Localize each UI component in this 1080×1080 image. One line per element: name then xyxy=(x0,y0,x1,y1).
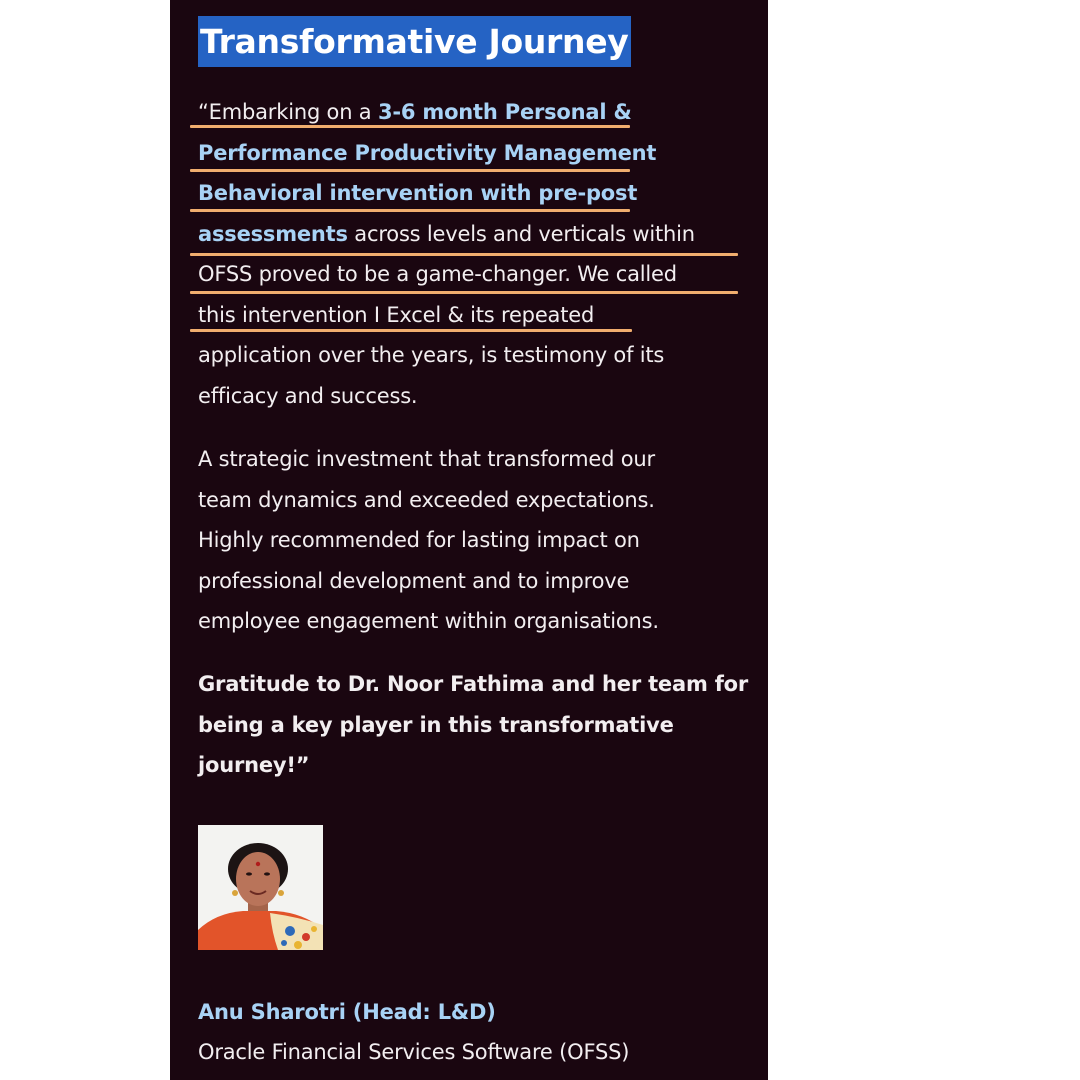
testimonial-paragraph-gratitude xyxy=(198,664,758,786)
author-organisation: Oracle Financial Services Software (OFSS) xyxy=(198,1040,630,1064)
text-line xyxy=(198,214,758,255)
highlighted-text: Behavioral intervention with pre-post xyxy=(198,181,638,205)
annotation-underline xyxy=(190,209,630,212)
annotation-underline xyxy=(190,169,630,172)
testimonial-paragraph-impact xyxy=(198,439,758,642)
annotation-underline xyxy=(190,329,632,332)
text-segment: across levels and verticals within xyxy=(347,221,695,246)
text-line: team dynamics and exceeded expectations. xyxy=(198,487,655,512)
text-line: Gratitude to Dr. Noor Fathima and her team for xyxy=(198,672,749,696)
text-line: being a key player in this transformative xyxy=(198,712,674,737)
annotation-underline xyxy=(190,291,738,294)
text-line: OFSS proved to be a game-changer. We called xyxy=(198,262,677,286)
text-line: employee engagement within organisations. xyxy=(198,609,659,633)
highlighted-text: assessments xyxy=(198,221,348,246)
annotation-underline xyxy=(190,125,630,128)
annotation-underline xyxy=(190,253,738,256)
author-name: Anu Sharotri (Head: L&D) xyxy=(198,1000,496,1024)
author-avatar xyxy=(198,825,323,950)
text-line: journey!” xyxy=(198,753,310,777)
avatar-photo xyxy=(198,825,323,950)
testimonial-title: Transformative Journey xyxy=(198,16,631,67)
text-line: efficacy and success. xyxy=(198,383,418,408)
text-segment: “Embarking on a xyxy=(198,100,378,124)
text-line: this intervention I Excel & its repeated xyxy=(198,302,595,327)
text-line: A strategic investment that transformed our xyxy=(198,447,655,471)
text-line: application over the years, is testimony of its xyxy=(198,343,665,367)
text-line: professional development and to improve xyxy=(198,568,630,593)
text-line: Highly recommended for lasting impact on xyxy=(198,528,640,552)
highlighted-text: 3-6 month Personal & xyxy=(377,100,632,124)
highlighted-text: Performance Productivity Management xyxy=(198,140,657,165)
author-block xyxy=(198,992,629,1072)
testimonial-panel xyxy=(170,0,768,1080)
